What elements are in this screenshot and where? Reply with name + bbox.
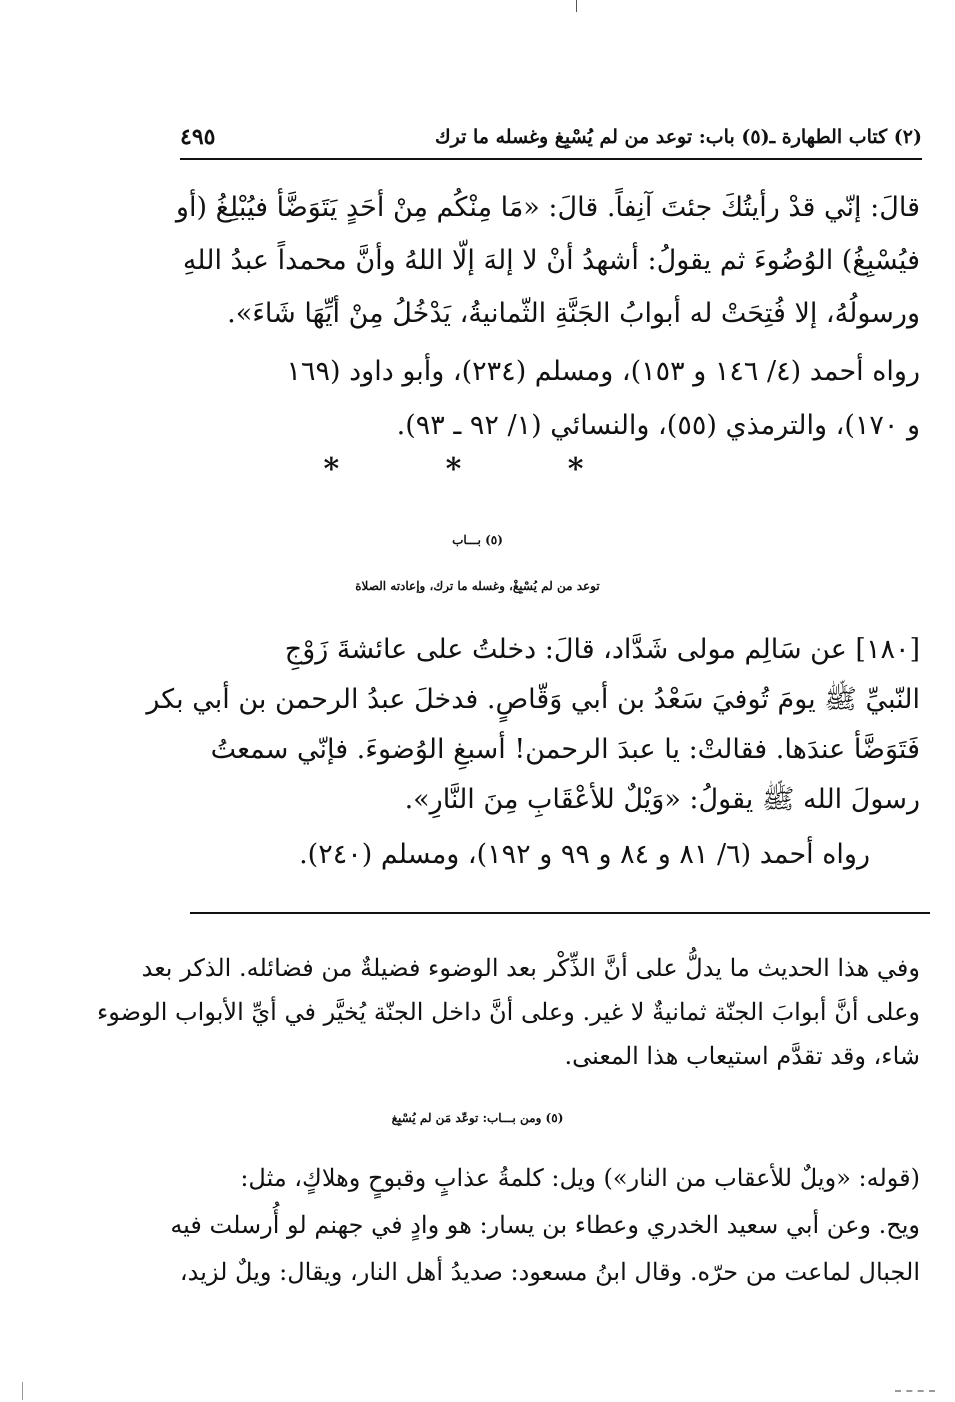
hadith-line: فَتَوَضَّأ عندَها. فقالتْ: يا عبدَ الرحمن! أسبغِ الوُضوءَ. فإنّي سمعتُ (210, 734, 920, 765)
hadith-line: النّبيِّ ﷺ يومَ تُوفيَ سَعْدُ بن أبي وَقّاصٍ. فدخلَ عبدُ الرحمن بن أبي بكر (146, 684, 920, 715)
source-line: رواه أحمد (٤/ ١٤٦ و ١٥٣)، ومسلم (٢٣٤)، وأبو داود (١٦٩ (286, 356, 920, 387)
chapter-title: توعد من لم يُسْبِغْ، وغسله ما ترك، وإعادته الصلاة (355, 579, 600, 593)
footnote-divider (190, 912, 930, 914)
hadith-line: رسولَ الله ﷺ يقولُ: «وَيْلٌ للأعْقَابِ مِنَ النَّارِ». (404, 784, 920, 815)
source-line: و ١٧٠)، والترمذي (٥٥)، والنسائي (١/ ٩٢ ـ ٩٣). (396, 410, 920, 441)
commentary-line: شاء، وقد تقدَّم استيعاب هذا المعنى. (564, 1042, 920, 1070)
commentary-line: وفي هذا الحديث ما يدلُّ على أنَّ الذِّكْر بعد الوضوء فضيلةٌ من فضائله. الذكر بعد (141, 954, 920, 982)
top-passage-line: فيُسْبِغُ) الوُضُوءَ ثم يقولُ: أشهدُ أنْ لا إلهَ إلّا اللهُ وأنَّ محمداً عبدُ اللهِ (182, 245, 920, 276)
commentary-line: ويح. وعن أبي سعيد الخدري وعطاء بن يسار: هو وادٍ في جهنم لو أُرسلت فيه (170, 1211, 920, 1239)
page-number: ٤٩٥ (180, 124, 216, 150)
commentary-heading: (٥) ومن بـــاب: توعّد مَن لم يُسْبِغ (391, 1111, 564, 1125)
top-passage-line: قالَ: إنّي قدْ رأيتُكَ جئتَ آنِفاً. قالَ: «مَا مِنْكُم مِنْ أحَدٍ يَتَوَضَّأ فيُبْلِغُ (أو (175, 192, 920, 223)
top-passage-line: ورسولُهُ، إلا فُتِحَتْ له أبوابُ الجَنَّةِ الثّمانيةُ، يَدْخُلُ مِنْ أيِّهَا شَاءَ». (227, 298, 920, 329)
scan-edge-mark (22, 1382, 23, 1400)
hadith-sources: رواه أحمد (٦/ ٨١ و ٨٤ و ٩٩ و ١٩٢)، ومسلم (٢٤٠). (299, 839, 870, 870)
running-title: (٢) كتاب الطهارة ـ(٥) باب: توعد من لم يُسْبِغ وغسله ما ترك (434, 126, 922, 148)
commentary-line: الجبال لماعت من حرّه. وقال ابنُ مسعود: صديدُ أهل النار، ويقال: ويلٌ لزيد، (179, 1258, 920, 1286)
page-header (180, 122, 922, 160)
commentary-line: وعلى أنَّ أبوابَ الجنّة ثمانيةٌ لا غير. وعلى أنَّ داخل الجنّة يُخيَّر في أيِّ الأبواب الوضوء (96, 998, 920, 1026)
scan-mark-top (576, 0, 583, 12)
commentary-line: (قوله: «ويلٌ للأعقاب من النار») ويل: كلمةُ عذابٍ وقبوحٍ وهلاكٍ، مثل: (240, 1164, 920, 1192)
hadith-line: [١٨٠] عن سَالِم مولى شَدَّاد، قالَ: دخلتُ على عائشةَ زَوْجِ (284, 634, 920, 665)
scan-edge-mark (895, 1390, 935, 1392)
chapter-number: (٥) بـــاب (452, 533, 503, 547)
section-separator: * * * (323, 452, 632, 487)
